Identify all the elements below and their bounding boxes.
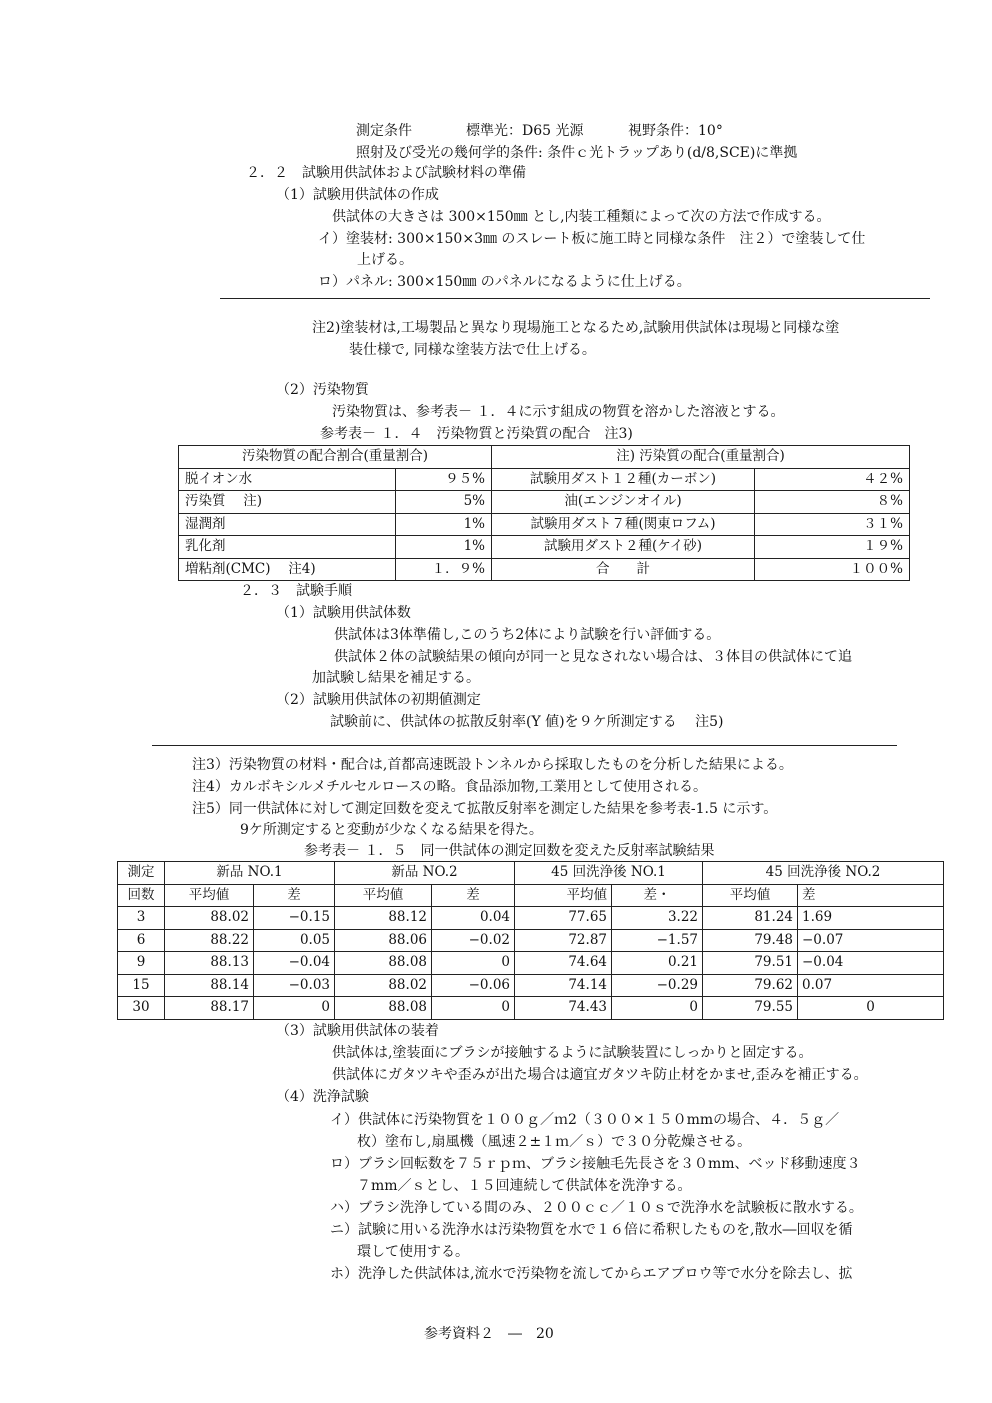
cell: 油(エンジンオイル) (492, 491, 755, 514)
divider (152, 745, 897, 746)
cell: 88.02 (165, 907, 254, 930)
table-header: 新品 NO.1 (165, 862, 335, 885)
cell: −0.07 (798, 929, 944, 952)
footnote: 注3）汚染物質の材料・配合は,首都高速既設トンネルから採取したものを分析した結果による。 (192, 757, 793, 773)
page-footer: 参考資料２ ― 20 (424, 1326, 554, 1342)
footnote: 注5）同一供試体に対して測定回数を変えて拡散反射率を測定した結果を参考表-1.5 に示す。 (192, 801, 778, 817)
cell: 79.48 (703, 929, 798, 952)
cell: １００% (755, 558, 910, 581)
cell: −0.04 (254, 952, 335, 975)
cell: 1% (396, 513, 492, 536)
list-item: ハ）ブラシ洗浄している間のみ、２００ｃｃ／１０ｓで洗浄水を試験板に散水する。 (330, 1200, 863, 1216)
table-row (179, 536, 910, 559)
cell: 6 (118, 929, 165, 952)
table-caption: 参考表－ １．５ 同一供試体の測定回数を変えた反射率試験結果 (304, 843, 715, 859)
section-heading: ２．２ 試験用供試体および試験材料の準備 (246, 165, 526, 181)
cell: 試験用ダスト１２種(カーボン) (492, 468, 755, 491)
cell: 77.65 (515, 907, 612, 930)
divider (220, 298, 930, 299)
table-header: 注) 汚染質の配合(重量割合) (492, 446, 910, 469)
list-item-cont: 上げる。 (357, 252, 413, 268)
cell: 79.62 (703, 974, 798, 997)
cell: 88.22 (165, 929, 254, 952)
paragraph: 供試体は3体準備し,このうち2体により試験を行い評価する。 (334, 627, 721, 643)
table-row (179, 558, 910, 581)
cell: 3 (118, 907, 165, 930)
table-row (118, 907, 944, 930)
cell: 88.02 (335, 974, 432, 997)
paragraph: 汚染物質は、参考表－ １．４に示す組成の物質を溶かした溶液とする。 (332, 404, 785, 420)
cell: 74.43 (515, 997, 612, 1020)
paragraph: 供試体２体の試験結果の傾向が同一と見なされない場合は、３体目の供試体にて追 (334, 649, 852, 665)
cell: 湿潤剤 (179, 513, 396, 536)
cell: 88.12 (335, 907, 432, 930)
table-header: 平均値 (165, 884, 254, 907)
table-row (179, 468, 910, 491)
cell: ８% (755, 491, 910, 514)
cell: 0.05 (254, 929, 335, 952)
table-header: 回数 (118, 884, 165, 907)
subsection-heading: （2）試験用供試体の初期値測定 (276, 692, 481, 708)
section-heading: ２．３ 試験手順 (240, 583, 352, 599)
cell: 0 (254, 997, 335, 1020)
list-item-cont: 環して使用する。 (357, 1244, 469, 1260)
cell: 試験用ダスト７種(関東ロフム) (492, 513, 755, 536)
table-row (118, 974, 944, 997)
cell: 88.08 (335, 952, 432, 975)
table-header: 45 回洗浄後 NO.2 (703, 862, 944, 885)
cell: 88.17 (165, 997, 254, 1020)
paragraph: 供試体は,塗装面にブラシが接触するように試験装置にしっかりと固定する。 (332, 1045, 813, 1061)
cell: 74.64 (515, 952, 612, 975)
cell: 88.13 (165, 952, 254, 975)
list-item: ニ）試験に用いる洗浄水は汚染物質を水で１６倍に希釈したものを,散水―回収を循 (330, 1222, 853, 1238)
table-header: 差 (432, 884, 515, 907)
cell: 脱イオン水 (179, 468, 396, 491)
measure-view: 視野条件：10° (628, 123, 723, 139)
cell: −0.29 (612, 974, 703, 997)
paragraph: 供試体の大きさは 300×150㎜ とし,内装工種類によって次の方法で作成する。 (332, 209, 831, 225)
list-item: イ）供試体に汚染物質を１００ｇ／ｍ2（３００×１５０mmの場合、４．５ｇ／ (330, 1112, 840, 1128)
footnote-cont: 9ケ所測定すると変動が少なくなる結果を得た。 (240, 822, 543, 838)
cell: 74.14 (515, 974, 612, 997)
cell: ９５% (396, 468, 492, 491)
cell: 79.55 (703, 997, 798, 1020)
cell: 72.87 (515, 929, 612, 952)
cell: 0 (612, 997, 703, 1020)
subsection-heading: （2）汚染物質 (276, 382, 369, 398)
cell: 0.07 (798, 974, 944, 997)
cell: 0.21 (612, 952, 703, 975)
cell: 合 計 (492, 558, 755, 581)
cell: 0 (432, 997, 515, 1020)
list-item-cont: 枚）塗布し,扇風機（風速２±１ｍ／ｓ）で３０分乾燥させる。 (357, 1134, 752, 1150)
measure-geometry: 照射及び受光の幾何学的条件: 条件ｃ光トラップあり(d/8,SCE)に準拠 (356, 145, 798, 161)
table-header: 平均値 (335, 884, 432, 907)
cell: 0.04 (432, 907, 515, 930)
table-row (118, 952, 944, 975)
list-item: ロ）ブラシ回転数を７５ｒｐｍ、ブラシ接触毛先長さを３０mm、ベッド移動速度３ (330, 1156, 861, 1172)
table-header: 平均値 (703, 884, 798, 907)
cell: 増粘剤(CMC) 注4) (179, 558, 396, 581)
subsection-heading: （3）試験用供試体の装着 (276, 1023, 439, 1039)
table-header: 平均値 (515, 884, 612, 907)
paragraph: 試験前に、供試体の拡散反射率(Y 値)を９ケ所測定する 注5) (330, 714, 724, 730)
footnote: 注2)塗装材は,工場製品と異なり現場施工となるため,試験用供試体は現場と同様な塗 (312, 320, 840, 336)
cell: 試験用ダスト２種(ケイ砂) (492, 536, 755, 559)
subsection-heading: （1）試験用供試体数 (276, 605, 411, 621)
table-header: 差・ (612, 884, 703, 907)
subsection-heading: （1）試験用供試体の作成 (276, 187, 439, 203)
list-item-cont: ７mm／ｓとし、１５回連続して供試体を洗浄する。 (357, 1178, 692, 1194)
footnote-cont: 装仕様で, 同様な塗装方法で仕上げる。 (349, 342, 596, 358)
cell: −1.57 (612, 929, 703, 952)
cell: 0 (798, 997, 944, 1020)
cell: 5% (396, 491, 492, 514)
cell: 15 (118, 974, 165, 997)
cell: 81.24 (703, 907, 798, 930)
cell: 0 (432, 952, 515, 975)
list-item: ロ）パネル: 300×150㎜ のパネルになるように仕上げる。 (318, 274, 691, 290)
cell: −0.04 (798, 952, 944, 975)
cell: 乳化剤 (179, 536, 396, 559)
measure-label: 測定条件 (356, 123, 412, 139)
cell: 30 (118, 997, 165, 1020)
cell: 1.69 (798, 907, 944, 930)
table-row (118, 929, 944, 952)
table-header: 差 (798, 884, 944, 907)
table-row (179, 513, 910, 536)
subsection-heading: （4）洗浄試験 (276, 1089, 369, 1105)
cell: 3.22 (612, 907, 703, 930)
cell: 88.06 (335, 929, 432, 952)
cell: −0.15 (254, 907, 335, 930)
cell: −0.02 (432, 929, 515, 952)
list-item: ホ）洗浄した供試体は,流水で汚染物を流してからエアブロウ等で水分を除去し、拡 (330, 1266, 853, 1282)
table-header: 差 (254, 884, 335, 907)
paragraph-cont: 加試験し結果を補足する。 (312, 670, 480, 686)
footnote: 注4）カルボキシルメチルセルロースの略。食品添加物,工業用として使用される。 (192, 779, 708, 795)
cell: 1% (396, 536, 492, 559)
paragraph: 供試体にガタツキや歪みが出た場合は適宜ガタツキ防止材をかませ,歪みを補正する。 (332, 1067, 868, 1083)
table-row (118, 997, 944, 1020)
reflectance-table (117, 861, 944, 1020)
cell: 9 (118, 952, 165, 975)
cell: １．９% (396, 558, 492, 581)
table-header: 測定 (118, 862, 165, 885)
cell: −0.06 (432, 974, 515, 997)
measure-light: 標準光：D65 光源 (466, 123, 584, 139)
cell: −0.03 (254, 974, 335, 997)
table-caption: 参考表－ １．４ 汚染物質と汚染質の配合 注3) (320, 426, 633, 442)
table-header: 45 回洗浄後 NO.1 (515, 862, 703, 885)
table-row (179, 491, 910, 514)
cell: 88.08 (335, 997, 432, 1020)
cell: 88.14 (165, 974, 254, 997)
pollutant-table (178, 445, 910, 581)
cell: ４２% (755, 468, 910, 491)
cell: 汚染質 注) (179, 491, 396, 514)
table-header: 新品 NO.2 (335, 862, 515, 885)
list-item: イ）塗装材: 300×150×3㎜ のスレート板に施工時と同様な条件 注２）で塗装して仕 (318, 231, 866, 247)
table-header: 汚染物質の配合割合(重量割合) (179, 446, 492, 469)
cell: ３１% (755, 513, 910, 536)
cell: １９% (755, 536, 910, 559)
cell: 79.51 (703, 952, 798, 975)
